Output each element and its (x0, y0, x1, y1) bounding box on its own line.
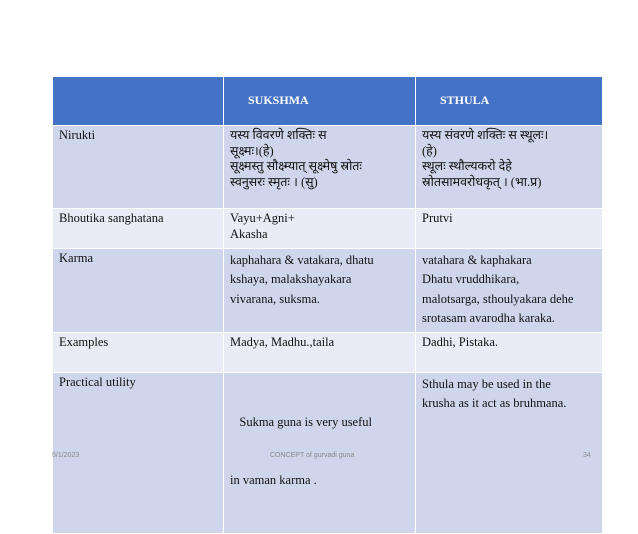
sthula-line: स्थूलः स्थौल्यकरो देहे (422, 159, 512, 174)
comparison-table (52, 76, 603, 534)
header-empty (53, 77, 224, 126)
sukshma-line: सूक्ष्मस्तु सौक्ष्म्यात् सूक्ष्मेषु स्रोतः (230, 159, 362, 174)
sthula-line: vatahara & kaphakara (422, 253, 532, 267)
row-label: Examples (53, 332, 224, 372)
sthula-line: krusha as it act as bruhmana. (422, 395, 567, 410)
footer-title: CONCEPT of gurvadi guna (270, 452, 355, 459)
sukshma-line: in vaman karma . (230, 473, 317, 488)
row-bhoutika (53, 209, 603, 249)
sukshma-line: Sukma guna is very useful (230, 415, 372, 430)
sthula-cell (416, 209, 603, 249)
sthula-line: srotasam avarodha karaka. (422, 311, 555, 326)
sukshma-cell (224, 249, 416, 333)
sukshma-cell (224, 126, 416, 209)
sthula-line: यस्य संवरणे शक्तिः स स्थूलः। (422, 128, 549, 142)
sthula-cell (416, 332, 603, 372)
sthula-line: malotsarga, sthoulyakara dehe (422, 291, 574, 306)
sukshma-line: यस्य विवरणे शक्तिः स (230, 128, 327, 142)
sthula-cell (416, 126, 603, 209)
footer-page-number: 34 (583, 452, 591, 459)
row-label: Bhoutika sanghatana (53, 209, 224, 249)
row-karma (53, 249, 603, 333)
sthula-line: Prutvi (422, 211, 453, 225)
sukshma-line: kshaya, malakshayakara (230, 272, 352, 287)
sukshma-line: vivarana, suksma. (230, 291, 320, 306)
sthula-cell (416, 372, 603, 533)
header-sukshma: SUKSHMA (224, 77, 416, 126)
footer-date: 5/1/2023 (52, 452, 80, 459)
sukshma-cell (224, 209, 416, 249)
sthula-line: Dhatu vruddhikara, (422, 272, 520, 287)
sthula-line: (हे) (422, 143, 437, 158)
header-sthula: STHULA (416, 77, 603, 126)
sukshma-line: kaphahara & vatakara, dhatu (230, 253, 374, 267)
sukshma-line: Akasha (230, 226, 268, 241)
sukshma-line: Madya, Madhu.,taila (230, 334, 335, 349)
row-examples (53, 332, 603, 372)
sthula-line: Sthula may be used in the (422, 376, 551, 391)
header-row (53, 77, 603, 126)
row-nirukti (53, 126, 603, 209)
row-label: Karma (53, 249, 224, 333)
sukshma-cell (224, 332, 416, 372)
sthula-line: स्रोतसामवरोधकृत् । (भा.प्र) (422, 174, 542, 189)
row-label: Practical utility (53, 372, 224, 533)
sukshma-line: सूक्ष्मः।(हे) (230, 143, 274, 158)
sukshma-line: स्वनुसरः स्मृतः । (सु) (230, 174, 318, 189)
sthula-line: Dadhi, Pistaka. (422, 334, 499, 349)
sthula-cell (416, 249, 603, 333)
row-label: Nirukti (53, 126, 224, 209)
sukshma-line: Vayu+Agni+ (230, 211, 295, 225)
